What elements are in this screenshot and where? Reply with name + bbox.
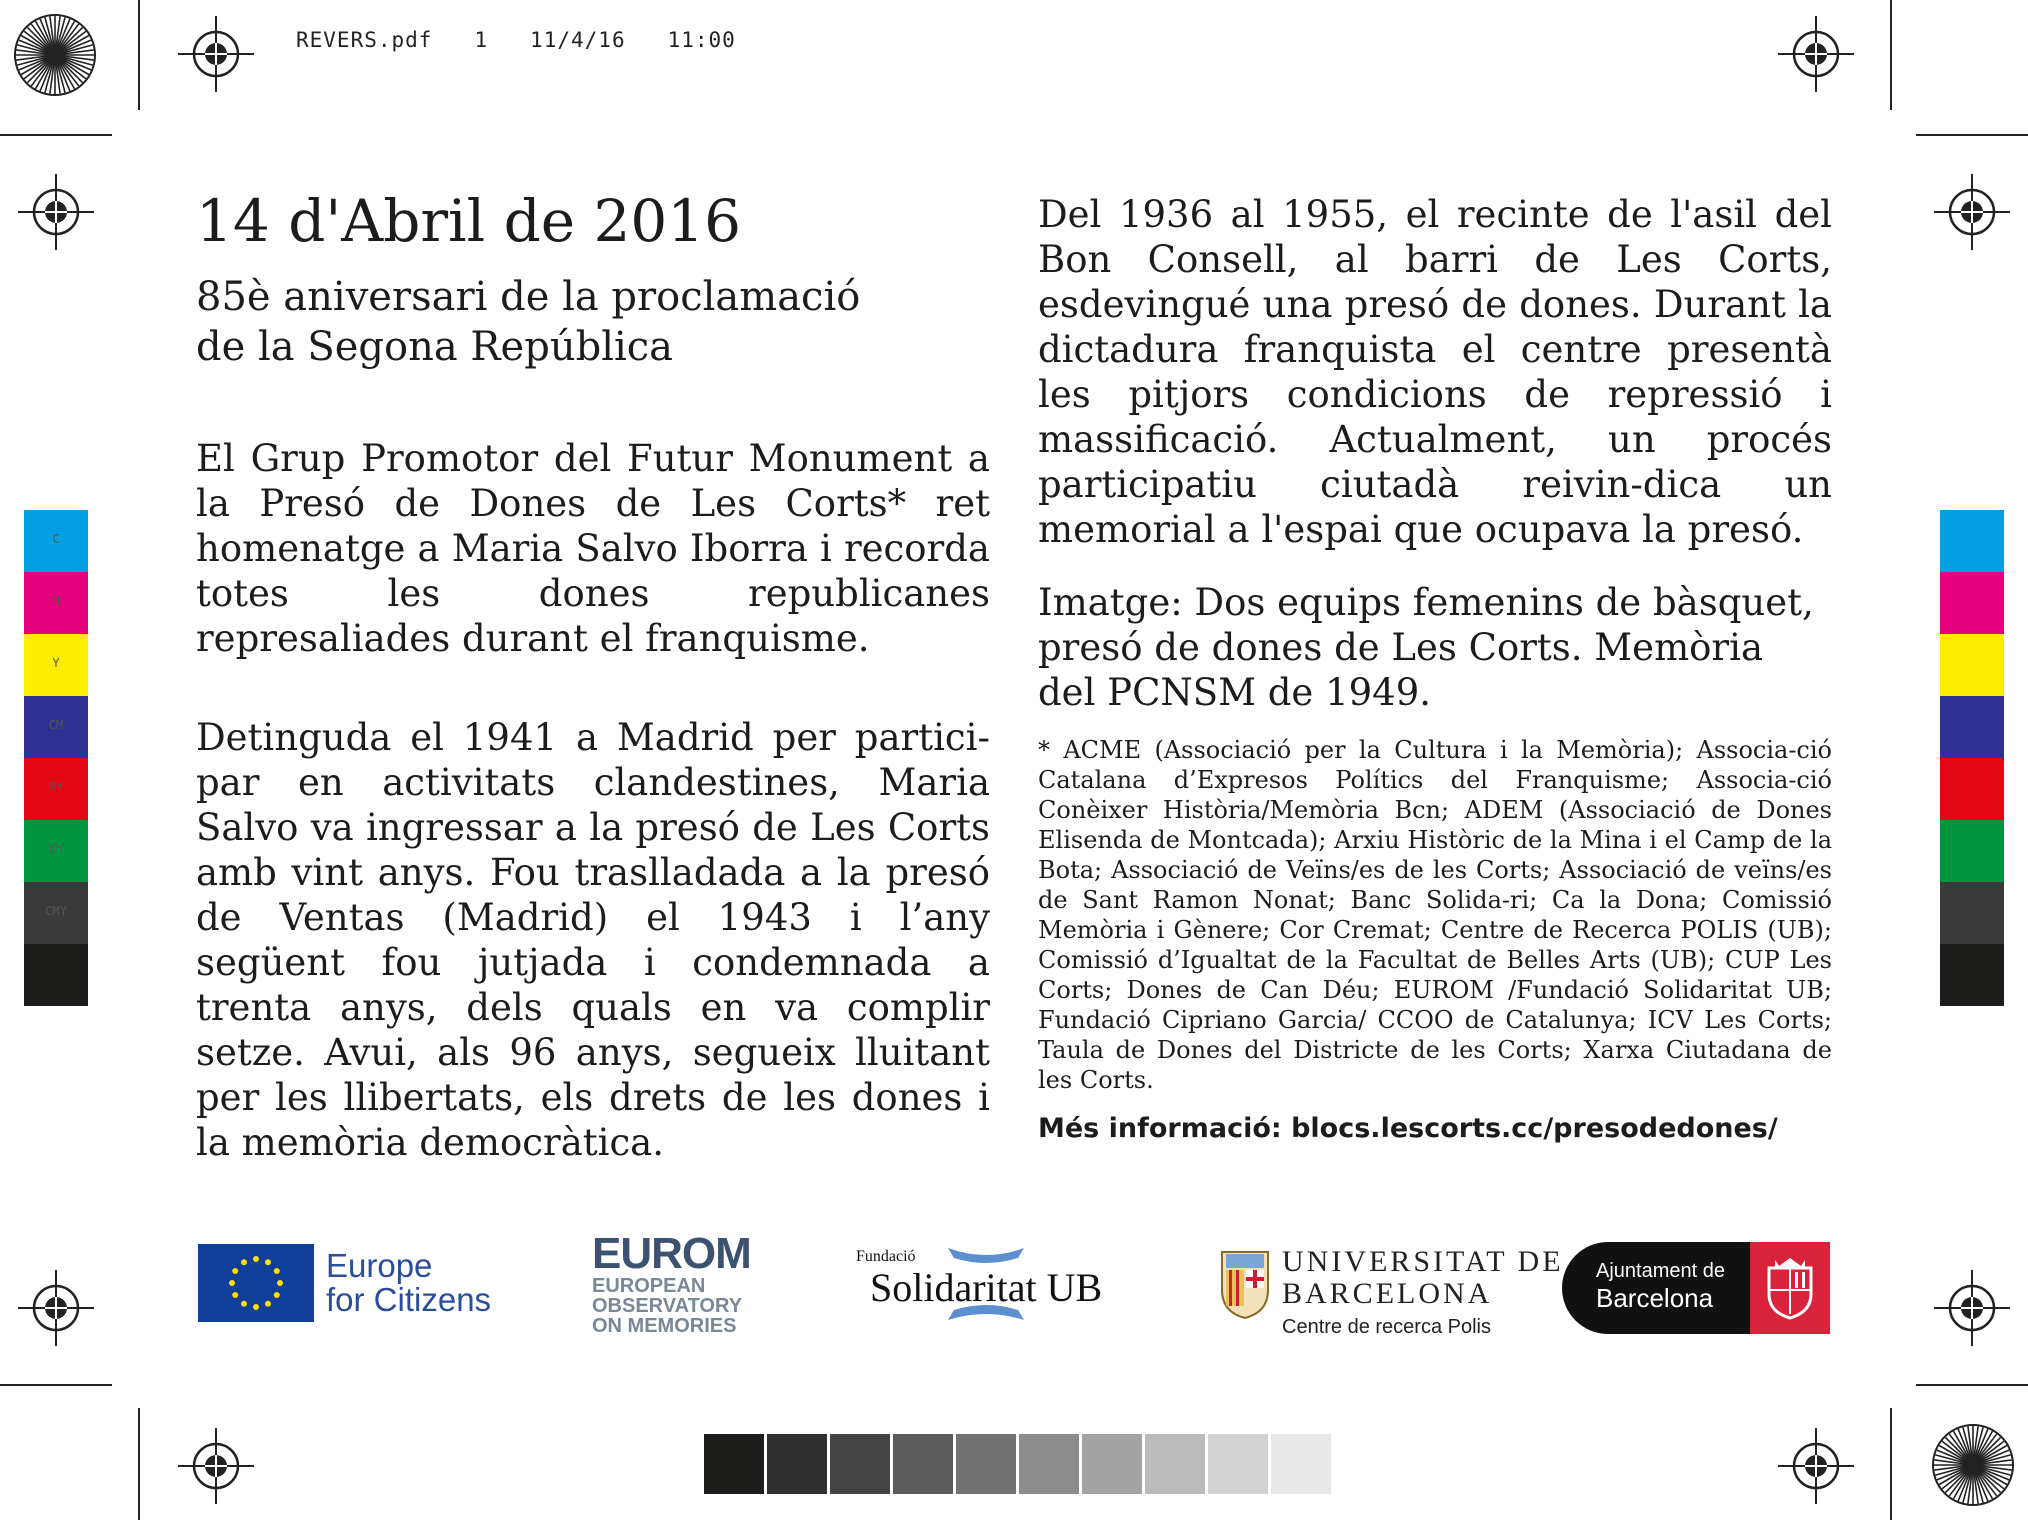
eurom-line-1: EUROPEAN bbox=[592, 1275, 706, 1297]
crop-mark bbox=[1916, 134, 2028, 136]
crop-mark bbox=[1890, 1408, 1892, 1520]
intro-paragraph: El Grup Promotor del Futur Monument a la Presó de Dones de Les Corts* ret homenatge a Maria Salvo Iborra i recorda totes les dones republicanes represaliades durant el franquisme. bbox=[196, 436, 990, 660]
europe-line-2: for Citizens bbox=[326, 1281, 492, 1318]
color-swatch bbox=[1940, 634, 2004, 696]
right-column bbox=[1038, 192, 1832, 1144]
color-swatch bbox=[24, 758, 88, 820]
ajuntament-line-1: Ajuntament de bbox=[1596, 1260, 1725, 1282]
color-swatch-label: CMY bbox=[45, 904, 67, 918]
gray-swatch bbox=[1082, 1434, 1142, 1494]
color-swatch-label: CY bbox=[48, 842, 64, 856]
solidaritat-small: Fundació bbox=[856, 1248, 916, 1265]
crop-mark bbox=[1890, 0, 1892, 110]
gray-swatch bbox=[1271, 1434, 1331, 1494]
solidaritat-ub-logo bbox=[856, 1244, 1126, 1322]
color-swatch bbox=[24, 882, 88, 944]
slug-date: 11/4/16 bbox=[530, 28, 626, 52]
color-swatch-label: Y bbox=[52, 656, 60, 670]
registration-mark-icon bbox=[1778, 16, 1854, 92]
ajuntament-line-2: Barcelona bbox=[1596, 1283, 1714, 1313]
starburst-icon bbox=[1932, 1424, 2014, 1506]
ub-line-3: Centre de recerca Polis bbox=[1282, 1316, 1491, 1338]
registration-mark-icon bbox=[18, 1270, 94, 1346]
registration-mark-icon bbox=[178, 1428, 254, 1504]
eurom-logo bbox=[592, 1229, 751, 1337]
eurom-line-2: OBSERVATORY bbox=[592, 1295, 743, 1317]
color-swatch-label: MY bbox=[48, 780, 64, 794]
registration-mark-icon bbox=[18, 174, 94, 250]
gray-swatch bbox=[956, 1434, 1016, 1494]
registration-mark-icon bbox=[178, 16, 254, 92]
color-swatch bbox=[24, 696, 88, 758]
slug-filename: REVERS.pdf bbox=[296, 28, 433, 52]
color-swatch bbox=[24, 634, 88, 696]
gray-swatch bbox=[767, 1434, 827, 1494]
eu-flag-icon bbox=[198, 1244, 314, 1322]
subtitle-line-1: 85è aniversari de la proclamació bbox=[196, 273, 861, 320]
eurom-line-3: ON MEMORIES bbox=[592, 1315, 737, 1337]
color-swatch bbox=[1940, 572, 2004, 634]
color-swatch-label: CM bbox=[48, 718, 64, 732]
color-swatch bbox=[1940, 696, 2004, 758]
ub-line-2: BARCELONA bbox=[1282, 1277, 1493, 1310]
subtitle bbox=[196, 272, 990, 372]
crop-mark bbox=[0, 134, 112, 136]
gray-swatch bbox=[1145, 1434, 1205, 1494]
slug-time: 11:00 bbox=[667, 28, 736, 52]
color-swatch bbox=[24, 510, 88, 572]
color-swatch bbox=[24, 944, 88, 1006]
crop-mark bbox=[138, 1408, 140, 1520]
biography-paragraph: Detinguda el 1941 a Madrid per partici-par en activitats clandestines, Maria Salvo va ingressar a la presó de Les Corts amb vint anys. Fou traslladada a la presó de Ventas (Madrid) el 1943 i l’any següent fou jutjada i condemnada a trenta anys, dels quals en va complir setze. Avui, als 96 anys, segueix lluitant per les llibertats, els drets de les dones i la memòria democràtica. bbox=[196, 715, 990, 1164]
color-swatch bbox=[1940, 882, 2004, 944]
color-swatch-label: M bbox=[52, 594, 60, 608]
ub-line-1: UNIVERSITAT DE bbox=[1282, 1245, 1564, 1278]
color-swatch bbox=[1940, 820, 2004, 882]
crop-mark bbox=[0, 1384, 112, 1386]
color-swatch bbox=[24, 820, 88, 882]
gray-swatch bbox=[704, 1434, 764, 1494]
ub-shield-icon bbox=[1220, 1246, 1270, 1320]
color-bar-left bbox=[24, 510, 88, 1006]
color-swatch bbox=[1940, 944, 2004, 1006]
page-title: 14 d'Abril de 2016 bbox=[196, 187, 742, 255]
ajuntament-barcelona-logo bbox=[1562, 1242, 1830, 1334]
crop-mark bbox=[1916, 1384, 2028, 1386]
crop-mark bbox=[138, 0, 140, 110]
europe-line-1: Europe bbox=[326, 1247, 433, 1284]
left-column bbox=[196, 187, 990, 1219]
barcelona-shield-icon bbox=[1765, 1256, 1815, 1320]
color-swatch bbox=[24, 572, 88, 634]
color-swatch-label: C bbox=[52, 532, 60, 546]
solidaritat-main: Solidaritat UB bbox=[870, 1265, 1103, 1310]
color-bar-right bbox=[1940, 510, 2004, 1006]
universitat-barcelona-logo bbox=[1220, 1246, 1564, 1339]
eurom-title: EUROM bbox=[592, 1229, 751, 1278]
footnote-organizations: * ACME (Associació per la Cultura i la Memòria); Associa-ció Catalana d’Expresos Polítics del Franquisme; Associa-ció Conèixer Història/Memòria Bcn; ADEM (Associació de Dones Elisenda de Montcada); Arxiu Històric de la Mina i el Camp de la Bota; Associació de Veïns/es de les Corts; Associació de veïns/es de Sant Ramon Nonat; Banc Solida-ri; Ca la Dona; Comissió Memòria i Gènere; Cor Cremat; Centre de Recerca POLIS (UB); Comissió d’Igualtat de la Facultat de Belles Arts (UB); CUP Les Corts; Dones de Can Déu; EUROM /Fundació Solidaritat UB; Fundació Cipriano Garcia/ CCOO de Catalunya; ICV Les Corts; Taula de Dones del Districte de les Corts; Xarxa Ciutadana de les Corts. bbox=[1038, 736, 1832, 1094]
registration-mark-icon bbox=[1778, 1428, 1854, 1504]
color-swatch bbox=[1940, 758, 2004, 820]
gray-swatch bbox=[830, 1434, 890, 1494]
gray-ramp bbox=[704, 1434, 1334, 1494]
subtitle-line-2: de la Segona República bbox=[196, 323, 674, 370]
starburst-icon bbox=[14, 14, 96, 96]
color-swatch bbox=[1940, 510, 2004, 572]
slug-page: 1 bbox=[474, 28, 489, 52]
print-slug bbox=[296, 28, 778, 52]
gray-swatch bbox=[1019, 1434, 1079, 1494]
gray-swatch bbox=[1208, 1434, 1268, 1494]
more-info-link[interactable]: Més informació: blocs.lescorts.cc/presodedones/ bbox=[1038, 1113, 1778, 1144]
history-paragraph: Del 1936 al 1955, el recinte de l'asil del Bon Consell, al barri de Les Corts, esdevingué una presó de dones. Durant la dictadura franquista el centre presentà les pitjors condicions de repressió i massificació. Actualment, un procés participatiu ciutadà reivin-dica un memorial a l'espai que ocupava la presó. bbox=[1038, 193, 1832, 551]
image-caption: Imatge: Dos equips femenins de bàsquet, presó de dones de Les Corts. Memòria del PCNSM de 1949. bbox=[1038, 581, 1814, 714]
registration-mark-icon bbox=[1934, 1270, 2010, 1346]
gray-swatch bbox=[893, 1434, 953, 1494]
europe-for-citizens-logo bbox=[198, 1244, 491, 1322]
registration-mark-icon bbox=[1934, 174, 2010, 250]
